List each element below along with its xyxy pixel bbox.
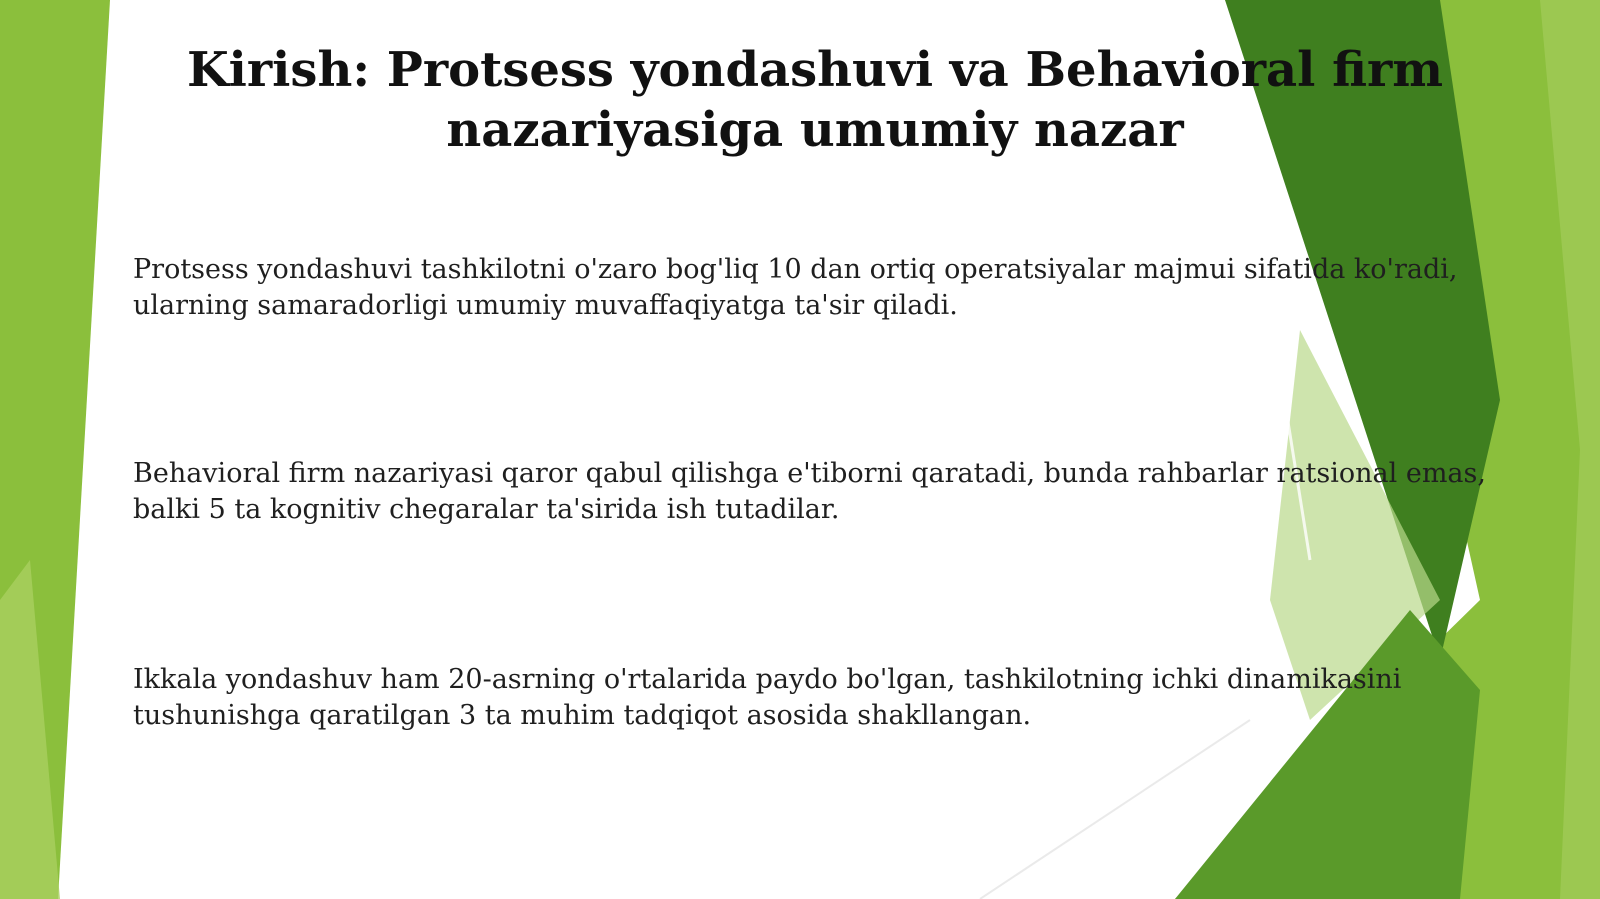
body-paragraph: Protsess yondashuvi tashkilotni o'zaro bog'liq 10 dan ortiq operatsiyalar majmui sifatida ko'radi, ularning samaradorligi umumiy muvaffaqiyatga ta'sir qiladi. bbox=[133, 254, 1458, 321]
body-paragraph: Ikkala yondashuv ham 20-asrning o'rtalarida paydo bo'lgan, tashkilotning ichki dinamikasini tushunishga qaratilgan 3 ta muhim tadqiqot asosida shakllangan. bbox=[133, 664, 1402, 731]
body-paragraph: Behavioral firm nazariyasi qaror qabul qilishga e'tiborni qaratadi, bunda rahbarlar ratsional emas, balki 5 ta kognitiv chegaralar ta'sirida ish tutadilar. bbox=[133, 458, 1486, 525]
slide-title: Kirish: Protsess yondashuvi va Behavioral firm nazariyasiga umumiy nazar bbox=[186, 42, 1444, 158]
